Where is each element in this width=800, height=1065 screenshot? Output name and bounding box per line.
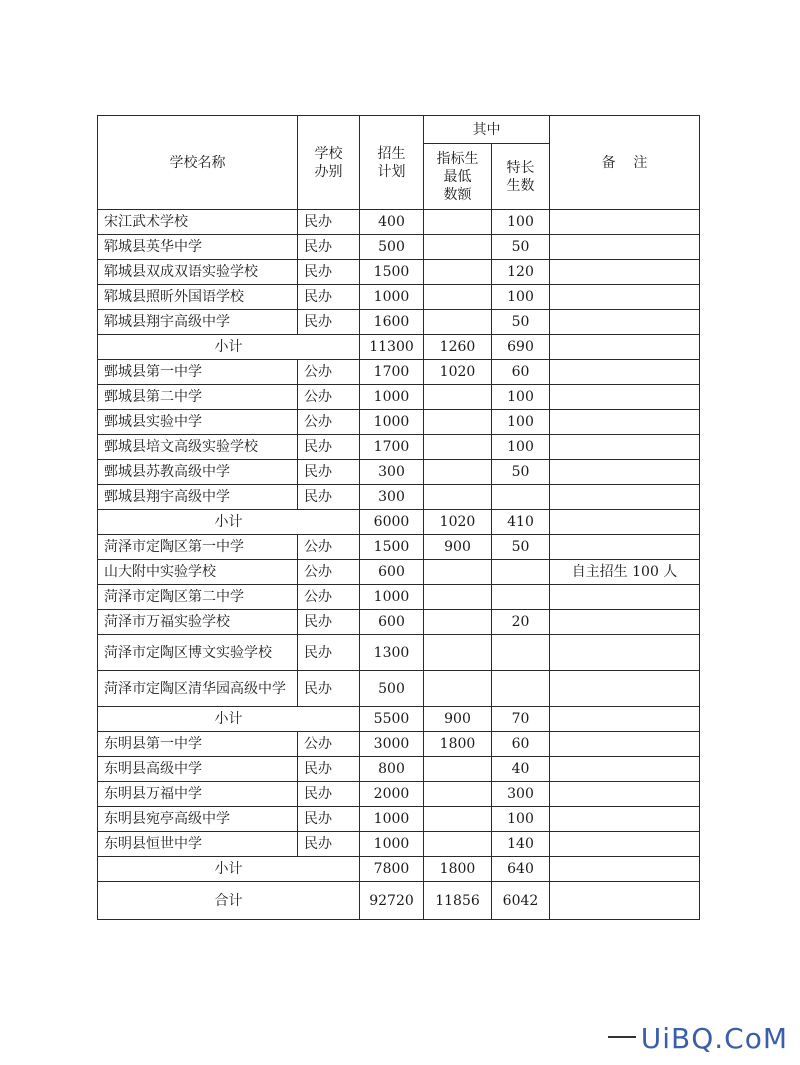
special-cell: 40 [492,757,550,782]
school-name-cell: 鄄城县培文高级实验学校 [98,435,298,460]
header-enroll-plan: 招生 计划 [360,116,424,210]
special-cell: 50 [492,235,550,260]
special-cell: 140 [492,832,550,857]
table-row [98,385,700,410]
special-cell: 20 [492,610,550,635]
school-name-cell: 宋江武术学校 [98,210,298,235]
table-row [98,460,700,485]
table-row [98,671,700,707]
special-cell [492,560,550,585]
school-name-cell: 东明县高级中学 [98,757,298,782]
header-school-name: 学校名称 [98,116,298,210]
plan-cell: 300 [360,485,424,510]
plan-cell: 1300 [360,635,424,671]
school-type-cell: 公办 [298,410,360,435]
school-name-cell: 菏泽市定陶区第二中学 [98,585,298,610]
school-name-cell: 东明县第一中学 [98,732,298,757]
plan-cell: 1500 [360,535,424,560]
school-type-cell: 民办 [298,757,360,782]
plan-cell: 800 [360,757,424,782]
school-name-cell: 鄄城县第二中学 [98,385,298,410]
subtotal-quota: 1260 [424,335,492,360]
subtotal-note [550,857,700,882]
quota-cell [424,435,492,460]
school-type-cell: 公办 [298,732,360,757]
subtotal-quota: 900 [424,707,492,732]
school-type-cell: 民办 [298,210,360,235]
note-cell [550,585,700,610]
note-cell [550,210,700,235]
plan-cell: 1500 [360,260,424,285]
special-cell: 120 [492,260,550,285]
plan-cell: 1700 [360,435,424,460]
note-cell [550,832,700,857]
table-row [98,260,700,285]
school-name-cell: 鄄城县实验中学 [98,410,298,435]
quota-cell: 1800 [424,732,492,757]
school-name-cell: 菏泽市定陶区清华园高级中学 [98,671,298,707]
special-cell: 60 [492,360,550,385]
plan-cell: 2000 [360,782,424,807]
subtotal-label: 小计 [98,335,360,360]
special-cell: 50 [492,535,550,560]
quota-cell [424,560,492,585]
table-row [98,560,700,585]
special-cell [492,585,550,610]
note-cell [550,285,700,310]
table-row [98,535,700,560]
school-name-cell: 鄄城县第一中学 [98,360,298,385]
subtotal-label: 小计 [98,707,360,732]
plan-cell: 1000 [360,285,424,310]
school-name-cell: 鄄城县翔宇高级中学 [98,485,298,510]
school-name-cell: 东明县宛亭高级中学 [98,807,298,832]
total-row [98,882,700,920]
note-cell [550,260,700,285]
total-note [550,882,700,920]
school-type-cell: 民办 [298,435,360,460]
note-cell [550,385,700,410]
school-name-cell: 菏泽市定陶区博文实验学校 [98,635,298,671]
plan-cell: 300 [360,460,424,485]
quota-cell [424,807,492,832]
school-name-cell: 郓城县翔宇高级中学 [98,310,298,335]
plan-cell: 1000 [360,410,424,435]
school-type-cell: 民办 [298,485,360,510]
special-cell [492,671,550,707]
special-cell: 100 [492,210,550,235]
total-special: 6042 [492,882,550,920]
note-cell [550,435,700,460]
note-cell [550,782,700,807]
school-type-cell: 民办 [298,671,360,707]
note-cell [550,671,700,707]
school-type-cell: 公办 [298,360,360,385]
note-cell [550,807,700,832]
subtotal-quota: 1800 [424,857,492,882]
school-name-cell: 东明县恒世中学 [98,832,298,857]
special-cell [492,635,550,671]
table-row [98,585,700,610]
table-row [98,435,700,460]
subtotal-row [98,857,700,882]
header-quota-min: 指标生 最低 数额 [424,144,492,210]
quota-cell [424,485,492,510]
note-cell [550,310,700,335]
plan-cell: 1000 [360,385,424,410]
plan-cell: 500 [360,235,424,260]
school-name-cell: 郓城县英华中学 [98,235,298,260]
table-row [98,360,700,385]
quota-cell [424,832,492,857]
note-cell [550,757,700,782]
total-label: 合计 [98,882,360,920]
table-row [98,235,700,260]
plan-cell: 1000 [360,585,424,610]
plan-cell: 1600 [360,310,424,335]
school-type-cell: 民办 [298,235,360,260]
table-row [98,757,700,782]
quota-cell [424,310,492,335]
school-name-cell: 菏泽市定陶区第一中学 [98,535,298,560]
quota-cell [424,585,492,610]
enrollment-table [97,115,700,920]
quota-cell [424,460,492,485]
page-number-mark [608,1036,636,1038]
school-name-cell: 菏泽市万福实验学校 [98,610,298,635]
table-row [98,807,700,832]
special-cell: 100 [492,435,550,460]
school-type-cell: 公办 [298,560,360,585]
special-cell: 300 [492,782,550,807]
special-cell: 60 [492,732,550,757]
quota-cell [424,235,492,260]
note-cell [550,535,700,560]
table-row [98,635,700,671]
school-type-cell: 民办 [298,832,360,857]
table-row [98,410,700,435]
school-type-cell: 民办 [298,782,360,807]
table-row [98,210,700,235]
table-row [98,485,700,510]
header-among: 其中 [424,116,550,144]
special-cell: 50 [492,310,550,335]
quota-cell [424,410,492,435]
school-name-cell: 东明县万福中学 [98,782,298,807]
subtotal-row [98,510,700,535]
school-name-cell: 鄄城县苏教高级中学 [98,460,298,485]
note-cell [550,485,700,510]
note-cell [550,235,700,260]
school-type-cell: 民办 [298,260,360,285]
school-type-cell: 民办 [298,635,360,671]
quota-cell [424,782,492,807]
quota-cell: 1020 [424,360,492,385]
subtotal-label: 小计 [98,510,360,535]
subtotal-plan: 6000 [360,510,424,535]
school-type-cell: 公办 [298,385,360,410]
header-remarks: 备 注 [550,116,700,210]
school-type-cell: 民办 [298,285,360,310]
quota-cell [424,671,492,707]
quota-cell: 900 [424,535,492,560]
quota-cell [424,285,492,310]
note-cell [550,410,700,435]
header-special: 特长 生数 [492,144,550,210]
school-type-cell: 民办 [298,460,360,485]
subtotal-plan: 5500 [360,707,424,732]
subtotal-row [98,335,700,360]
subtotal-special: 690 [492,335,550,360]
total-plan: 92720 [360,882,424,920]
quota-cell [424,210,492,235]
subtotal-note [550,707,700,732]
quota-cell [424,757,492,782]
header-school-type: 学校 办别 [298,116,360,210]
subtotal-label: 小计 [98,857,360,882]
quota-cell [424,260,492,285]
watermark-logo: UiBQ.CoM [640,1022,788,1055]
note-cell [550,460,700,485]
note-cell [550,360,700,385]
school-type-cell: 民办 [298,610,360,635]
table-row [98,310,700,335]
table-row [98,610,700,635]
plan-cell: 1700 [360,360,424,385]
special-cell: 100 [492,385,550,410]
quota-cell [424,635,492,671]
note-cell [550,635,700,671]
school-type-cell: 民办 [298,807,360,832]
subtotal-special: 70 [492,707,550,732]
special-cell: 100 [492,807,550,832]
quota-cell [424,385,492,410]
plan-cell: 3000 [360,732,424,757]
school-type-cell: 公办 [298,585,360,610]
subtotal-quota: 1020 [424,510,492,535]
special-cell: 100 [492,285,550,310]
table-row [98,832,700,857]
plan-cell: 500 [360,671,424,707]
table-body [98,210,700,920]
total-quota: 11856 [424,882,492,920]
subtotal-plan: 7800 [360,857,424,882]
school-type-cell: 公办 [298,535,360,560]
special-cell: 50 [492,460,550,485]
table-row [98,732,700,757]
school-name-cell: 郓城县照昕外国语学校 [98,285,298,310]
plan-cell: 400 [360,210,424,235]
plan-cell: 600 [360,610,424,635]
subtotal-note [550,510,700,535]
special-cell [492,485,550,510]
school-type-cell: 民办 [298,310,360,335]
plan-cell: 600 [360,560,424,585]
subtotal-plan: 11300 [360,335,424,360]
special-cell: 100 [492,410,550,435]
subtotal-note [550,335,700,360]
school-name-cell: 山大附中实验学校 [98,560,298,585]
school-name-cell: 郓城县双成双语实验学校 [98,260,298,285]
subtotal-special: 410 [492,510,550,535]
subtotal-row [98,707,700,732]
plan-cell: 1000 [360,832,424,857]
note-cell: 自主招生 100 人 [550,560,700,585]
table-row [98,285,700,310]
plan-cell: 1000 [360,807,424,832]
subtotal-special: 640 [492,857,550,882]
quota-cell [424,610,492,635]
note-cell [550,610,700,635]
note-cell [550,732,700,757]
table-row [98,782,700,807]
